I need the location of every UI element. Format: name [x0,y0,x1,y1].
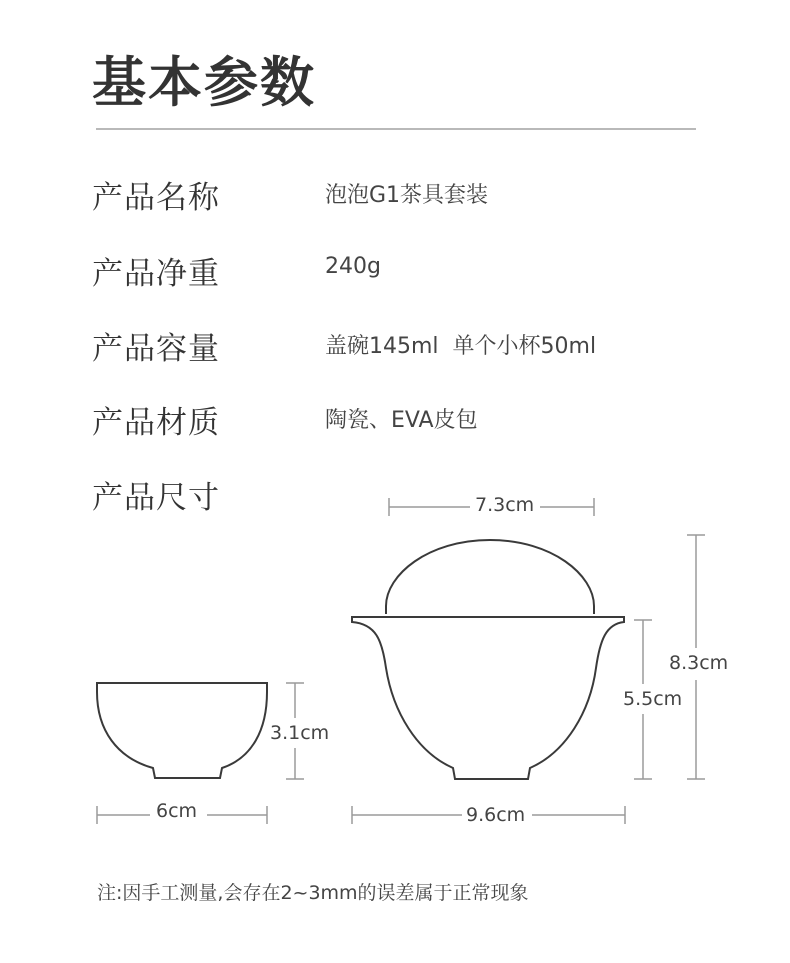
cup-width-label: 6cm [156,800,198,822]
param-value-name: 泡泡G1茶具套装 [325,183,489,208]
param-label-size: 产品尺寸 [92,480,220,516]
page-title: 基本参数 [92,51,316,114]
param-label-weight: 产品净重 [92,256,220,292]
lid-width-label: 7.3cm [475,494,535,516]
param-value-material: 陶瓷、EVA皮包 [325,408,478,433]
total-height-label: 8.3cm [669,652,729,674]
param-label-material: 产品材质 [92,405,220,441]
gaiwan-bowl [352,617,624,779]
bowl-height-label: 5.5cm [623,688,683,710]
gaiwan-lid [386,540,594,614]
param-value-weight: 240g [325,254,381,279]
param-value-capacity: 盖碗145ml 单个小杯50ml [325,334,597,359]
param-label-name: 产品名称 [92,180,220,216]
param-label-capacity: 产品容量 [92,331,220,367]
measurement-note: 注:因手工测量,会存在2~3mm的误差属于正常现象 [97,882,529,904]
bowl-width-label: 9.6cm [466,804,526,826]
small-cup [97,683,267,778]
cup-height-label: 3.1cm [270,722,330,744]
